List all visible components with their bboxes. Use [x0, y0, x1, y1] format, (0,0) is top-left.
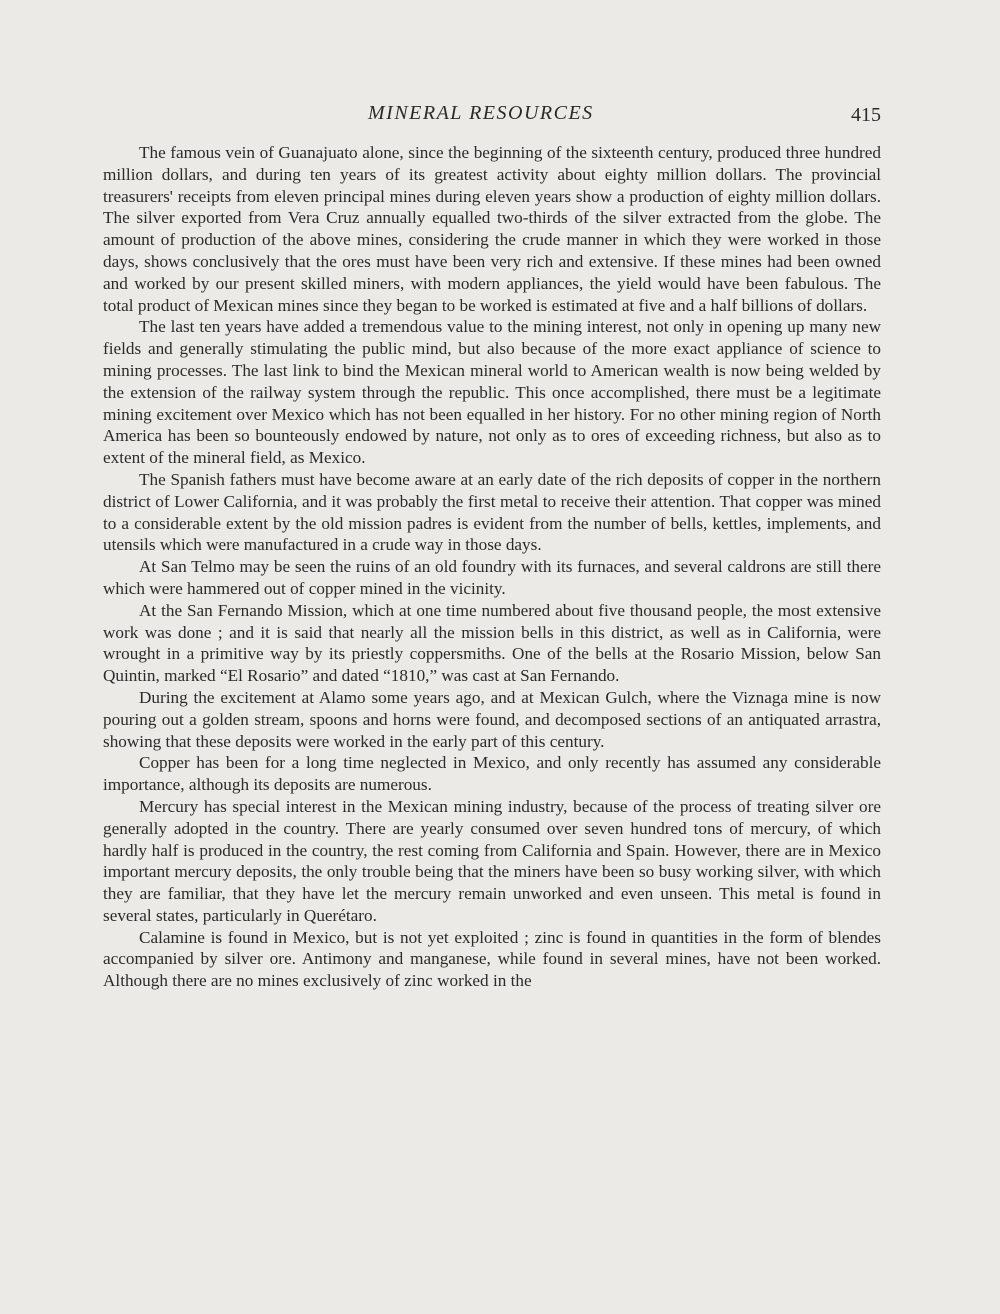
paragraph: The last ten years have added a tremendous value to the mining interest, not only in opening up many new fields and generally stimulating the public mind, but also because of the more exact appliance of science to mining processes. The last link to bind the Mexican mineral world to American wealth is now being welded by the extension of the railway system through the republic. This once accomplished, there must be a legitimate mining excitement over Mexico which has not been equalled in her history. For no other mining region of North America has been so bounteously endowed by nature, not only as to ores of exceeding richness, but also as to extent of the mineral field, as Mexico. [103, 317, 881, 468]
body-text [103, 142, 881, 992]
paragraph: At the San Fernando Mission, which at one time numbered about five thousand people, the most extensive work was done ; and it is said that nearly all the mission bells in this district, as well as in California, were wrought in a primitive way by its priestly coppersmiths. One of the bells at the Rosario Mission, below San Quintin, marked “El Rosario” and dated “1810,” was cast at San Fernando. [103, 600, 881, 686]
page-title: MINERAL RESOURCES [368, 102, 594, 124]
running-header [103, 102, 881, 132]
paragraph: Mercury has special interest in the Mexican mining industry, because of the process of treating silver ore generally adopted in the country. There are yearly consumed over seven hundred tons of mercury, of which hardly half is produced in the country, the rest coming from California and Spain. However, there are in Mexico important mercury deposits, the only trouble being that the miners have been so busy working silver, with which they are familiar, that they have let the mercury remain unworked and even unseen. This metal is found in several states, particularly in Querétaro. [103, 796, 881, 925]
paragraph: Calamine is found in Mexico, but is not yet exploited ; zinc is found in quantities in the form of blendes accompanied by silver ore. Antimony and manganese, while found in several mines, have not been worked. Although there are no mines exclusively of zinc worked in the [103, 927, 881, 991]
paragraph: Copper has been for a long time neglected in Mexico, and only recently has assumed any considerable importance, although its deposits are numerous. [103, 753, 881, 795]
paragraph: The Spanish fathers must have become aware at an early date of the rich deposits of copper in the northern district of Lower California, and it was probably the first metal to receive their attention. That copper was mined to a considerable extent by the old mission padres is evident from the number of bells, kettles, implements, and utensils which were manufactured in a crude way in those days. [103, 469, 881, 555]
paragraph: During the excitement at Alamo some years ago, and at Mexican Gulch, where the Viznaga mine is now pouring out a golden stream, spoons and horns were found, and decomposed sections of an antiquated arrastra, showing that these deposits were worked in the early part of this century. [103, 687, 881, 751]
page-number: 415 [851, 104, 881, 126]
paragraph: The famous vein of Guanajuato alone, since the beginning of the sixteenth century, produced three hundred million dollars, and during ten years of its greatest activity about eighty million dollars. The provincial treasurers' receipts from eleven principal mines during eleven years show a production of eighty million dollars. The silver exported from Vera Cruz annually equalled two-thirds of the silver extracted from the globe. The amount of production of the above mines, considering the crude manner in which they were worked in those days, shows conclusively that the ores must have been very rich and extensive. If these mines had been owned and worked by our present skilled miners, with modern appliances, the yield would have been fabulous. The total product of Mexican mines since they began to be worked is estimated at five and a half billions of dollars. [103, 143, 881, 315]
paragraph: At San Telmo may be seen the ruins of an old foundry with its furnaces, and several caldrons are still there which were hammered out of copper mined in the vicinity. [103, 557, 881, 598]
